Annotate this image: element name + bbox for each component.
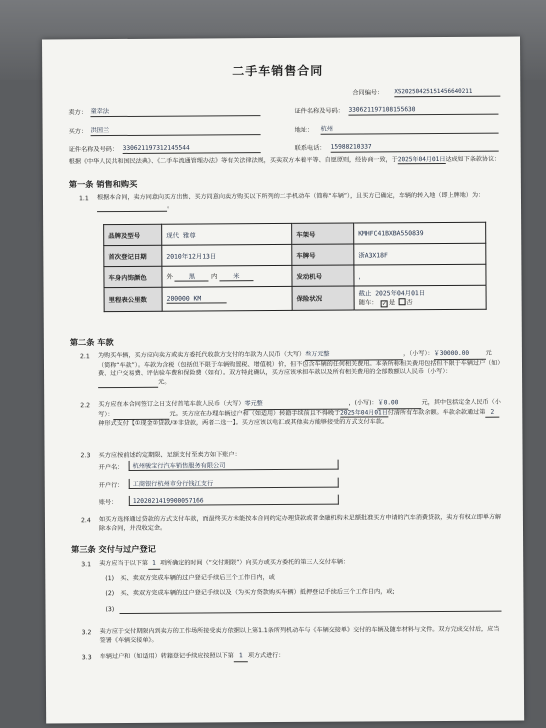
bank-label: 开户行：: [98, 481, 124, 490]
brand-value: 现代 雅尊: [162, 223, 292, 245]
address: 杭州: [321, 125, 499, 135]
clause-2-2-text: [98, 399, 502, 429]
yes-label: 是: [388, 298, 396, 307]
clause-2-1-text: [98, 350, 502, 389]
price-upper: 叁万元整: [305, 350, 403, 360]
engine-label: 发动机号: [292, 265, 354, 286]
plate-label: 车牌号: [292, 244, 354, 265]
clause-2-1-d: 元。: [158, 378, 171, 386]
insurance-follow-label: 随车：: [358, 298, 378, 307]
seller-name: 童幸法: [90, 107, 260, 117]
interior-color: 米: [219, 271, 253, 281]
exterior-color: 黑: [175, 271, 209, 281]
table-row: [104, 264, 486, 287]
section-2-heading: 第二条 车款: [69, 337, 114, 348]
contract-page: [42, 37, 524, 724]
account-name: 杭州骏宝行汽车销售服务有限公司: [132, 462, 226, 470]
insurance-label: 保险状况: [292, 286, 354, 310]
buyer-id: 330621197312145544: [123, 144, 261, 154]
intro-tail: 达成如下条款协议：: [445, 155, 501, 163]
bank-name: 工商银行杭州市分行钱江支行: [132, 480, 214, 488]
price-amount: ￥30000.00: [434, 350, 486, 360]
delivery-option-1: (1) 买、卖双方完成车辆的过户登记手续后三个工作日内，或: [105, 574, 275, 583]
mileage-value: 200000 KM: [167, 294, 227, 303]
balance-due-date: 2025年04月01日: [340, 408, 388, 417]
document-title: 二手车销售合同: [232, 63, 324, 79]
contract-no: XS20250425151456640211: [394, 88, 500, 98]
clause-2-2-number: 2.2: [80, 402, 91, 410]
buyer-id-label: 证件名称及号码：: [68, 145, 119, 154]
vin-label: 车架号: [292, 223, 354, 244]
address-label: 地址：: [294, 126, 314, 134]
clause-3-3-number: 3.3: [81, 654, 92, 662]
color-value: [162, 265, 292, 287]
table-row: [104, 285, 486, 311]
clause-3-1-b: 项所确定的时间（“交付期限”）向买方或买方委托的第三人交付车辆：: [159, 558, 350, 567]
clause-1-1-tail: 。: [167, 202, 174, 210]
phone-label: 联系电话：: [294, 144, 326, 152]
down-payment-upper: 零元整: [244, 400, 348, 410]
insurance-cell: [354, 285, 486, 310]
clause-2-1-a: 为购买车辆，买方应向卖方或卖方委托代收款方支付的车款为人民币（大写）: [97, 350, 306, 360]
clause-2-4-text: 如买方选择通过贷款的方式支付车款，而最终买方未能按本合同约定办理贷款或者金融机构未足额批准买方申请的汽车消费贷款，卖方有权立即单方解除本合同，并没收定金。: [98, 513, 502, 532]
clause-2-3-text: 买方应按前述约定期限、足额支付至卖方如下账户：: [98, 451, 241, 460]
phone: 15988210337: [331, 143, 499, 153]
intro-paragraph: [69, 156, 501, 167]
vin-value: KMHFC41BXBA550839: [354, 222, 486, 244]
clause-2-2-a: 买方应在本合同签订之日支付首笔车款人民币（大写）: [98, 400, 245, 409]
payment-option: 2: [485, 408, 499, 418]
down-payment-amount: ￥0.00: [378, 399, 422, 409]
table-row: [104, 243, 486, 266]
clause-2-2-c: 元，其中包括定金人民币（小写）：: [98, 398, 501, 418]
exterior-label: 外: [166, 272, 173, 281]
clause-1-1-body: 根据本合同，卖方同意向买方出售、买方同意向卖方购买以下所列的二手机动车（简称“车辆”），且买方已确定，车辆的转入地（即上牌地）为：: [96, 191, 485, 202]
color-label: 车身内饰颜色: [104, 266, 162, 287]
clause-2-1-b: ，（小写）：: [403, 350, 434, 358]
clause-1-1-text: [97, 192, 501, 213]
section-3-heading: 第三条 交付与过户登记: [71, 543, 156, 555]
deposit-blank: [114, 410, 170, 420]
transfer-option: 1: [234, 652, 248, 662]
no-label: 否: [406, 298, 413, 307]
section-1-heading: 第一条 销售和购买: [68, 178, 138, 190]
interior-label: 内: [210, 272, 218, 281]
seller-id: 330621197108155630: [348, 106, 498, 116]
mileage-label: 里程表公里数: [104, 287, 162, 311]
reg-date-value: 2010年12月13日: [162, 244, 292, 266]
clause-3-1-a: 卖方应当于以下第: [99, 559, 148, 568]
insurance-until: 截止 2025年04月01日: [358, 289, 426, 298]
clause-2-1-c: 元（简称“车款”）。车款为含税（包括但不限于车辆购置税、增值税）价，但不包含车辆的任何相关费用。本条所称相关费用包括但不限于车辆过户（如）费、过户交易费、评估验车费和保险费（如有）。双方特此确认，买方应该承担车款以及所有相关费用的全部数额以人民币（小写）：: [97, 349, 501, 378]
delivery-option: 1: [148, 560, 160, 570]
clause-3-2-number: 3.2: [81, 629, 92, 637]
clause-2-4-number: 2.4: [80, 517, 91, 525]
clause-3-3-text: [100, 651, 504, 663]
brand-label: 品牌及型号: [104, 224, 162, 245]
buyer-label: 买方：: [68, 128, 88, 136]
contract-no-label: 合同编号：: [352, 89, 384, 97]
clause-3-3-a: 车辆过户和（如适用）转籍登记手续应按照以下第: [99, 652, 234, 661]
account-name-label: 开户名：: [98, 463, 124, 472]
clause-3-3-b: 项方式进行：: [247, 651, 285, 660]
clause-2-1-number: 2.1: [79, 353, 90, 361]
delivery-option-2: (2) 买、卖双方完成车辆的过户登记手续以及（为买方贷款购买车辆）抵押登记手续后三个工作日内，或;: [105, 588, 395, 598]
clause-2-2-f: 种形式支付【①现金②贷款/③非贷款，两者二选一】。买方应该以电汇或其他卖方能够接受的方式支付车款。: [98, 418, 388, 428]
clause-2-3-number: 2.3: [80, 452, 91, 460]
delivery-option-3: (3): [105, 606, 115, 614]
checkbox-no: [398, 298, 405, 305]
account-no-label: 账号：: [98, 499, 118, 507]
registration-place-blank: [97, 202, 167, 212]
total-blank: [98, 379, 158, 389]
clause-3-2-text: 卖方应于交付期限内到卖方的工作场所接受卖方依据以上第1.1条所列机动车与《车辆交接单》交付的车辆及随车材料与文件。双方完成交付后，应当签署《车辆交接单》。: [99, 625, 500, 644]
mileage-cell: [162, 286, 292, 311]
clause-2-2-b: ，(小写)：: [348, 399, 378, 407]
reg-date-label: 首次登记日期: [104, 245, 162, 266]
clause-3-1-text: [99, 558, 503, 570]
clause-1-1-number: 1.1: [78, 195, 89, 203]
clause-2-2-e: 付清所有车款余额。车款余款通过第: [387, 408, 486, 416]
clause-3-1-number: 3.1: [81, 561, 92, 569]
table-row: [104, 222, 486, 245]
intro-text: 根据《中华人民共和国民法典》、《二手车流通管理办法》等有关法律法规，买卖双方本着平等、自愿原则，经协商一致，于: [68, 156, 398, 166]
buyer-name: 洪国兰: [91, 126, 261, 136]
intro-date: 2025年04月01日: [397, 155, 446, 164]
account-no: 1202021419900057166: [132, 497, 204, 505]
clause-2-2-d: 元。买方应在办理车辆过户和（如适用）转籍手续前且不得晚于: [169, 409, 341, 418]
delivery-option-3-blank: [120, 611, 502, 614]
vehicle-info-table: [103, 222, 487, 312]
seller-id-label: 证件名称及号码：: [294, 107, 344, 115]
plate-value: 浙A3X18F: [354, 243, 486, 265]
seller-label: 卖方：: [68, 109, 88, 117]
checkbox-yes: ✓: [381, 300, 387, 308]
engine-value: ，: [354, 264, 486, 286]
